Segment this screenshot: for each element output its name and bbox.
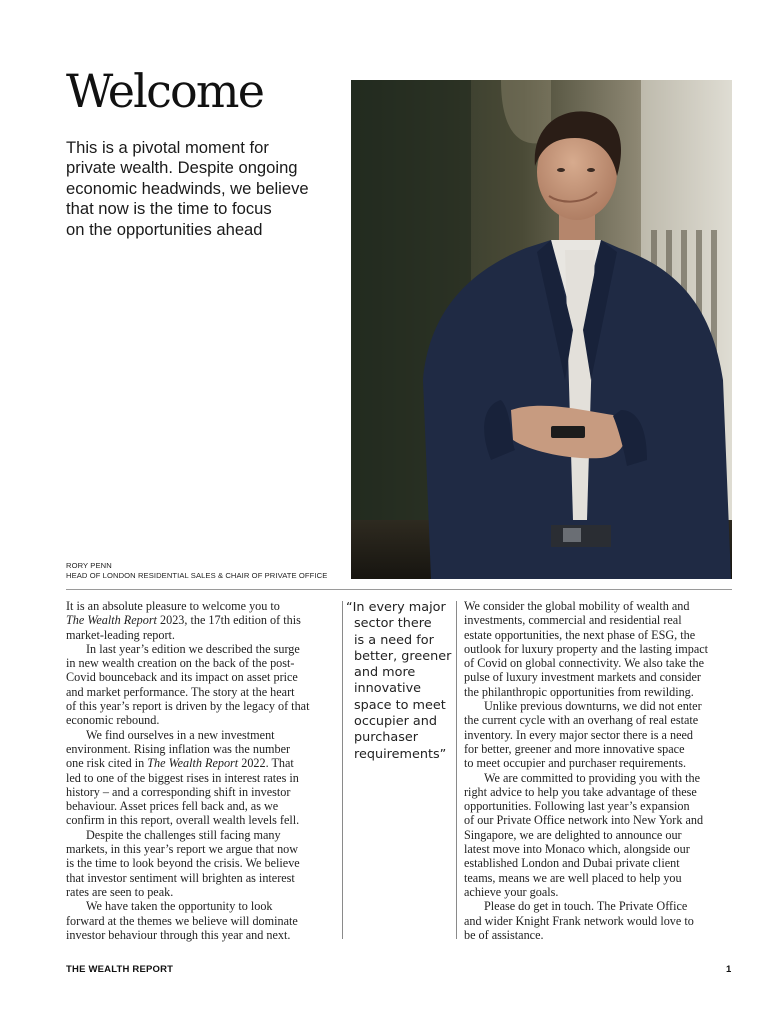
column-divider — [456, 601, 457, 939]
body-text-run: 2022. That — [238, 756, 294, 771]
body-line: that investor sentiment will brighten as interest — [66, 870, 295, 885]
body-line: pulse of luxury investment markets and consider — [464, 670, 701, 685]
body-paragraph — [66, 728, 334, 828]
body-line: It is an absolute pleasure to welcome you to — [66, 599, 280, 613]
intro-line: This is a pivotal moment for — [66, 138, 269, 157]
pull-quote-line: better, greener — [354, 648, 452, 664]
pull-quote-line: innovative — [354, 681, 422, 697]
body-line: right advice to help you take advantage of these — [464, 784, 697, 799]
body-line: is the time to look beyond the crisis. We believe — [66, 856, 300, 871]
body-column-right — [464, 599, 734, 942]
body-paragraph — [464, 599, 734, 699]
body-line: opportunities. Following last year’s expansion — [464, 799, 690, 814]
body-line: We find ourselves in a new investment — [86, 727, 275, 742]
body-line: In last year’s edition we described the surge — [86, 641, 300, 656]
body-line: Please do get in touch. The Private Office — [484, 899, 688, 914]
body-line: the philanthropic opportunities from rewilding. — [464, 684, 694, 699]
body-line: outlook for luxury property and the lasting impact — [464, 641, 709, 656]
photo-caption — [66, 561, 327, 581]
horizontal-divider — [66, 589, 732, 590]
body-line: We have taken the opportunity to look — [86, 899, 273, 914]
intro-standfirst — [66, 138, 336, 240]
body-text-run: 2023, the 17th edition of this — [156, 613, 301, 628]
body-paragraph — [66, 828, 334, 899]
caption-role: HEAD OF LONDON RESIDENTIAL SALES & CHAIR OF PRIVATE OFFICE — [66, 571, 328, 581]
body-column-left — [66, 599, 334, 942]
body-line: Singapore, we are delighted to announce our — [464, 827, 682, 842]
body-line: the current cycle with an overhang of real estate — [464, 713, 699, 728]
body-line: achieve your goals. — [464, 884, 559, 899]
body-line: inventory. In every major sector there is a need — [464, 727, 693, 742]
body-line: latest move into Monaco which, alongside our — [464, 842, 690, 857]
body-line: We are committed to providing you with the — [484, 770, 700, 785]
body-line: for better, greener and more innovative space — [464, 741, 685, 756]
body-line: forward at the themes we believe will dominate — [66, 913, 298, 928]
caption-name: RORY PENN — [66, 561, 112, 570]
publication-title-italic: The Wealth Report — [66, 613, 157, 628]
body-line — [66, 613, 334, 627]
body-line: market-leading report. — [66, 627, 175, 642]
body-text-run: one risk cited in — [66, 756, 148, 771]
body-paragraph — [464, 699, 734, 770]
pull-quote-line: requirements” — [354, 746, 447, 762]
pull-quote-line: purchaser — [354, 730, 419, 746]
body-line: established London and Dubai private client — [464, 856, 680, 871]
pull-quote-line: sector there — [354, 616, 432, 632]
body-line: environment. Rising inflation was the number — [66, 741, 291, 756]
body-line: investments, commercial and residential real — [464, 613, 682, 628]
column-divider — [342, 601, 343, 939]
body-line: in new wealth creation on the back of the post- — [66, 656, 295, 671]
page-title: Welcome — [66, 64, 264, 118]
body-line: We consider the global mobility of wealth and — [464, 599, 690, 613]
body-paragraph — [464, 899, 734, 942]
body-line: Covid bounceback and its impact on asset price — [66, 670, 298, 685]
pull-quote-line: “In every major — [346, 600, 446, 615]
body-line: behaviour. Asset prices fell back and, as we — [66, 799, 279, 814]
body-line: and wider Knight Frank network would love to — [464, 913, 694, 928]
body-line: of this year’s report is driven by the legacy of that — [66, 699, 310, 714]
portrait-illustration — [351, 80, 732, 579]
pull-quote — [346, 600, 454, 763]
footer-publication-title: THE WEALTH REPORT — [66, 964, 174, 975]
intro-line: private wealth. Despite ongoing — [66, 158, 298, 178]
body-line: investor behaviour through this year and next. — [66, 927, 291, 942]
body-paragraph — [66, 899, 334, 942]
pull-quote-line: and more — [354, 665, 416, 681]
body-line: economic rebound. — [66, 713, 160, 728]
body-line: history – and a corresponding shift in investor — [66, 784, 291, 799]
pull-quote-line: space to meet — [354, 697, 446, 713]
intro-line: that now is the time to focus — [66, 199, 272, 219]
body-line: Despite the challenges still facing many — [86, 827, 281, 842]
intro-line: economic headwinds, we believe — [66, 178, 309, 198]
body-line: markets, in this year’s report we argue that now — [66, 842, 299, 857]
body-line: be of assistance. — [464, 927, 544, 942]
body-line: rates are seen to peak. — [66, 884, 174, 899]
page-number: 1 — [726, 964, 732, 975]
body-line: teams, means we are well placed to help you — [464, 870, 682, 885]
body-line — [66, 756, 334, 770]
pull-quote-line: occupier and — [354, 714, 437, 730]
body-line: of our Private Office network into New York and — [464, 813, 704, 828]
body-line: estate opportunities, the next phase of ESG, the — [464, 627, 696, 642]
body-paragraph — [66, 642, 334, 728]
body-line: led to one of the biggest rises in interest rates in — [66, 770, 299, 785]
publication-title-italic: The Wealth Report — [147, 756, 239, 771]
body-line: of Covid on global connectivity. We also take the — [464, 656, 705, 671]
portrait-photo — [351, 80, 732, 579]
body-line: to meet occupier and purchaser requirements. — [464, 756, 686, 771]
intro-line: on the opportunities ahead — [66, 219, 263, 239]
body-line: Unlike previous downturns, we did not enter — [484, 699, 702, 714]
body-line: confirm in this report, overall wealth levels fell. — [66, 813, 300, 828]
body-paragraph — [464, 771, 734, 900]
pull-quote-line: is a need for — [354, 632, 434, 648]
body-paragraph — [66, 599, 334, 642]
body-line: and market performance. The story at the heart — [66, 684, 295, 699]
